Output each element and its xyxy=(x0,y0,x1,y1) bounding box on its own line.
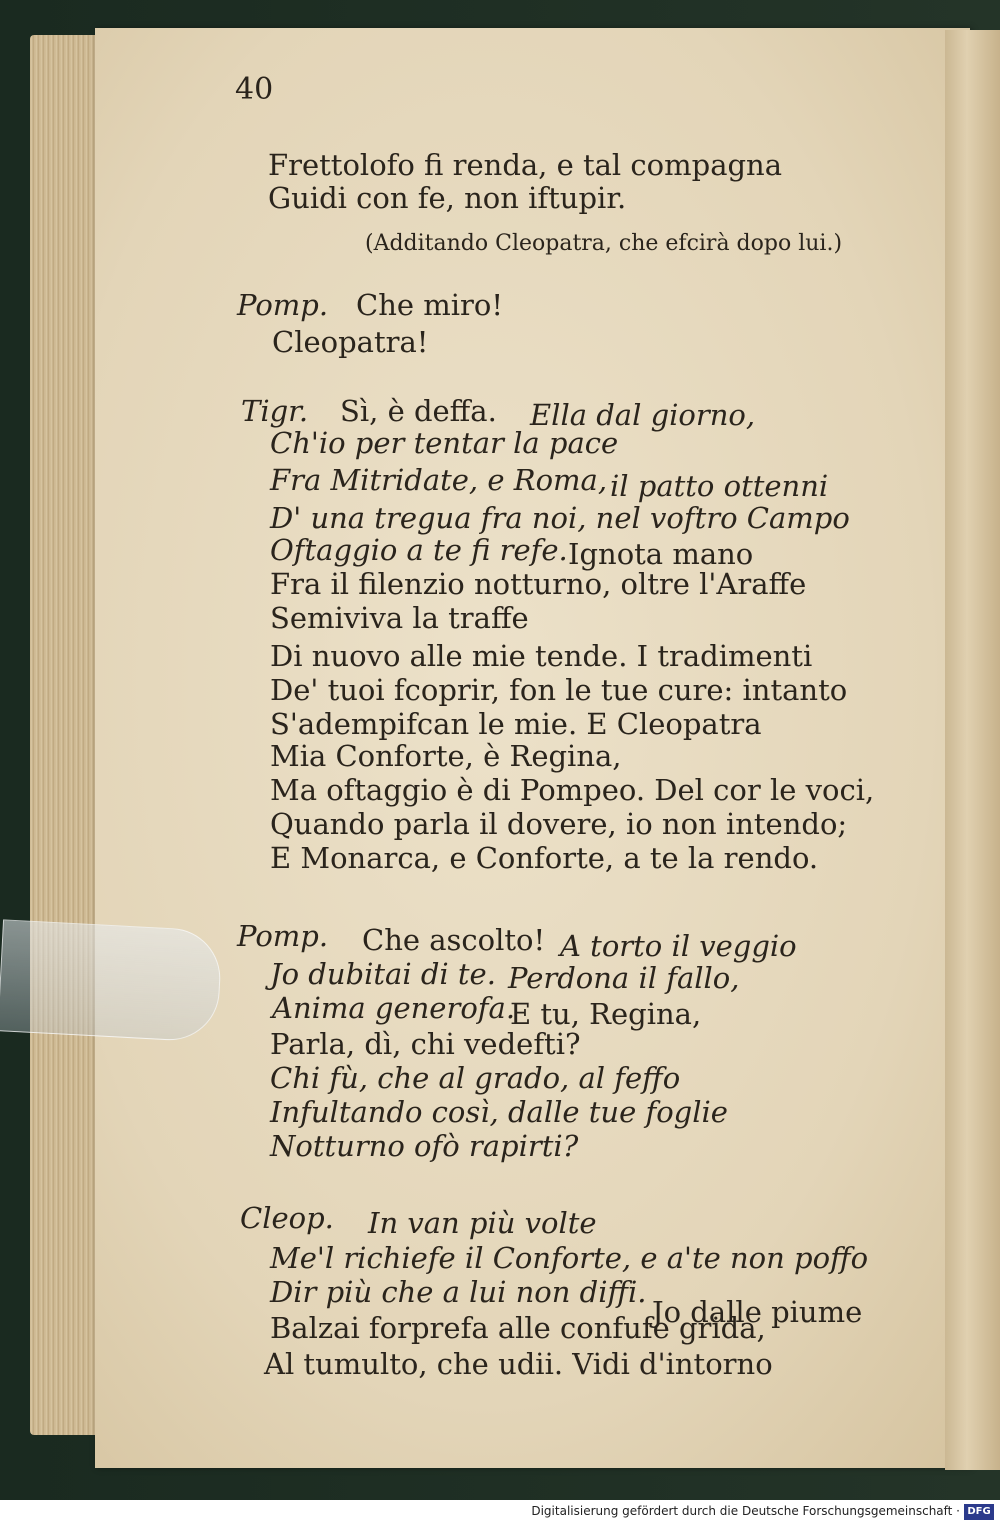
footer-credit: Digitalisierung gefördert durch die Deutsche Forschungsgemeinschaft · xyxy=(531,1504,960,1518)
text-line: In van più volte xyxy=(368,1206,597,1240)
text-line: Mia Conforte, è Regina, xyxy=(270,739,622,773)
text-line: Ella dal giorno, xyxy=(530,398,756,432)
text-line: Jo dubitai di te. xyxy=(270,957,496,991)
text-line: Cleopatra! xyxy=(272,325,429,359)
text-line: Parla, dì, chi vedefti? xyxy=(270,1027,581,1061)
book-gutter xyxy=(945,30,1000,1470)
text-line: Fra Mitridate, e Roma, xyxy=(270,463,608,497)
text-line: Dir più che a lui non diffi. xyxy=(270,1275,647,1309)
page-number: 40 xyxy=(235,72,274,107)
text-line: Fra il filenzio notturno, oltre l'Araffe xyxy=(270,567,807,601)
speaker-name: Tigr. xyxy=(241,394,309,428)
text-line: Semiviva la traffe xyxy=(270,601,529,635)
text-line: Ignota mano xyxy=(568,537,754,571)
text-line: Infultando così, dalle tue foglie xyxy=(270,1095,728,1129)
text-line: Notturno ofò rapirti? xyxy=(270,1129,579,1163)
text-line: Ch'io per tentar la pace xyxy=(270,426,619,460)
text-line: Jo dalle piume xyxy=(652,1295,863,1329)
text-line: A torto il veggio xyxy=(560,929,797,963)
text-line: Balzai forprefa alle confufe grida, xyxy=(270,1311,766,1345)
text-line: Di nuovo alle mie tende. I tradimenti xyxy=(270,639,813,673)
text-line: E Monarca, e Conforte, a te la rendo. xyxy=(270,841,819,875)
text-line: Guidi con fe, non iftupir. xyxy=(268,181,627,215)
footer-bar xyxy=(0,1500,1000,1525)
text-line: Ma oftaggio è di Pompeo. Del cor le voci, xyxy=(270,773,875,807)
text-line: D' una tregua fra noi, nel voftro Campo xyxy=(270,501,850,535)
text-line: Oftaggio a te fi refe. xyxy=(270,533,568,567)
text-line: E tu, Regina, xyxy=(510,997,702,1031)
page-clip-holder xyxy=(0,919,223,1042)
text-line: Al tumulto, che udii. Vidi d'intorno xyxy=(264,1347,773,1381)
speaker-name: Pomp. xyxy=(237,919,329,953)
dfg-logo-icon: DFG xyxy=(964,1504,994,1520)
text-line: Me'l richiefe il Conforte, e a'te non poffo xyxy=(270,1241,869,1275)
text-line: Sì, è deffa. xyxy=(340,394,497,428)
stage-direction: (Additando Cleopatra, che efcirà dopo lui.) xyxy=(365,231,843,256)
text-line: Anima generofa. xyxy=(272,991,516,1025)
text-line: Frettolofo fi renda, e tal compagna xyxy=(268,148,783,182)
text-line: Che miro! xyxy=(356,288,503,322)
text-line: Perdona il fallo, xyxy=(508,961,740,995)
text-line: il patto ottenni xyxy=(610,469,829,503)
speaker-name: Cleop. xyxy=(240,1201,334,1235)
text-line: Che ascolto! xyxy=(362,923,546,957)
speaker-name: Pomp. xyxy=(237,288,329,322)
text-line: Chi fù, che al grado, al feffo xyxy=(270,1061,681,1095)
text-line: Quando parla il dovere, io non intendo; xyxy=(270,807,848,841)
text-line: S'adempifcan le mie. E Cleopatra xyxy=(270,707,762,741)
text-line: De' tuoi fcoprir, fon le tue cure: intanto xyxy=(270,673,848,707)
